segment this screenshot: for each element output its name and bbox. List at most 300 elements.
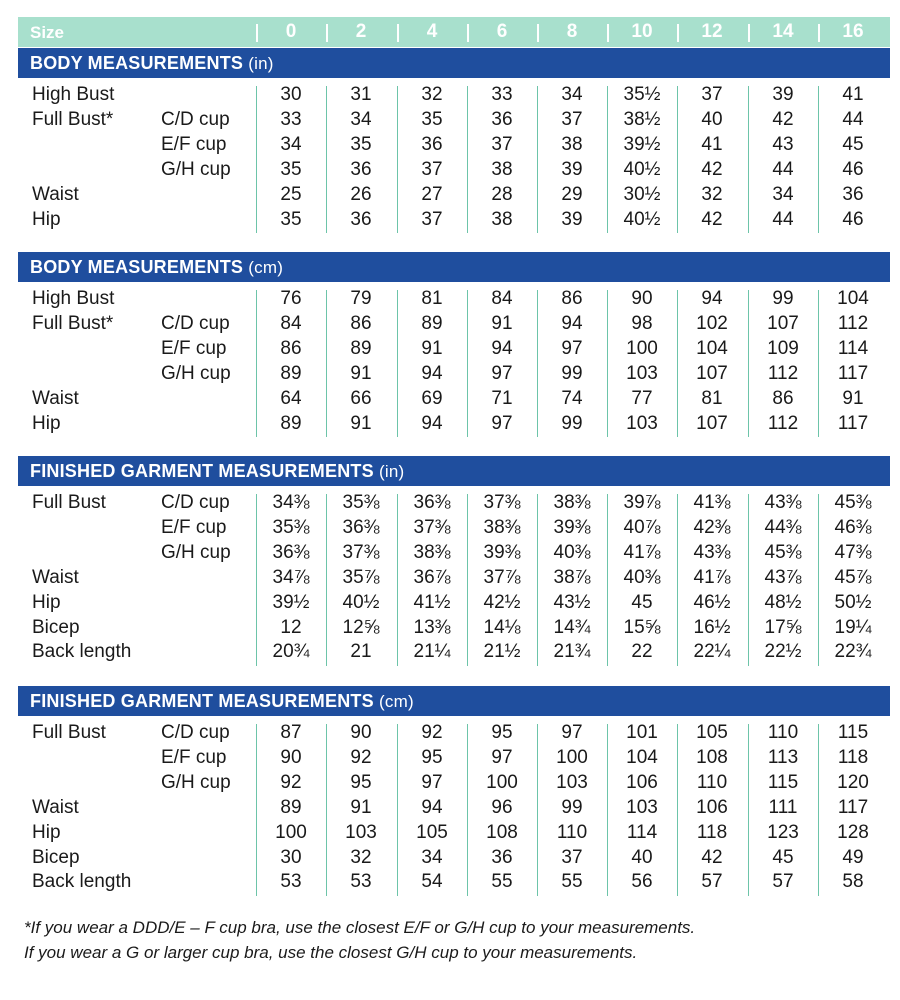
table-cell: 38½ [623,108,661,130]
table-cell: 43⅜ [764,492,802,513]
section-header [18,48,890,78]
section-title-text: BODY MEASUREMENTS [30,257,244,277]
table-cell: 123 [767,821,799,843]
table-cell: 41⅜ [693,492,731,513]
column-divider [818,290,819,437]
table-cell: 66 [350,387,372,409]
size-10: 10 [631,21,653,42]
table-cell: 84 [491,288,513,309]
section-title [30,257,283,278]
table-cell: 89 [280,796,302,818]
table-cell: 40½ [342,591,380,613]
table-cell: 37⅜ [483,492,521,513]
table-cell: 14¾ [553,616,591,638]
cup-label: G/H cup [161,158,231,180]
table-cell: 39⅜ [553,516,591,538]
table-cell: 101 [626,722,658,743]
table-cell: 76 [280,288,302,309]
size-separator [326,24,328,42]
cup-label: C/D cup [161,312,230,334]
table-cell: 92 [350,746,372,768]
table-cell: 22½ [764,641,802,663]
table-cell: 117 [837,362,869,384]
table-cell: 39 [561,158,583,180]
table-cell: 84 [280,312,302,334]
table-cell: 36 [842,183,864,205]
size-header-row [18,17,890,47]
table-cell: 35 [350,133,372,155]
size-separator [256,24,258,42]
table-cell: 37⅜ [342,541,380,563]
cup-label: E/F cup [161,746,227,768]
size-separator [677,24,679,42]
column-divider [677,494,678,666]
size-14: 14 [772,21,794,42]
table-cell: 81 [421,288,443,309]
table-cell: 44⅜ [764,516,802,538]
column-divider [748,494,749,666]
column-divider [607,86,608,233]
column-divider [607,724,608,896]
table-cell: 33 [280,108,302,130]
table-cell: 35 [280,158,302,180]
table-cell: 40½ [623,208,661,230]
table-cell: 94 [421,796,443,818]
table-cell: 90 [280,746,302,768]
table-cell: 46 [842,208,864,230]
table-cell: 89 [280,412,302,434]
table-cell: 115 [837,722,869,743]
table-cell: 79 [350,288,372,309]
table-cell: 54 [421,871,443,893]
size-2: 2 [355,21,367,42]
column-divider [256,86,257,233]
table-cell: 99 [561,362,583,384]
table-cell: 39 [561,208,583,230]
table-cell: 104 [626,746,658,768]
table-cell: 55 [491,871,513,893]
column-divider [748,290,749,437]
table-cell: 39⅞ [623,492,661,513]
column-divider [326,86,327,233]
table-cell: 44 [842,108,864,130]
table-cell: 39½ [623,133,661,155]
row-label: Full Bust* [32,108,114,130]
table-cell: 35 [421,108,443,130]
table-cell: 39⅜ [483,541,521,563]
table-cell: 36⅜ [413,492,451,513]
section-header [18,686,890,716]
table-cell: 77 [631,387,653,409]
table-cell: 17⅝ [764,616,802,638]
column-divider [467,86,468,233]
size-0: 0 [285,21,297,42]
row-label: Bicep [32,846,80,868]
table-cell: 45⅜ [764,541,802,563]
table-cell: 48½ [764,591,802,613]
table-cell: 92 [421,722,443,743]
row-label: Waist [32,387,79,409]
table-cell: 90 [631,288,653,309]
table-cell: 100 [275,821,307,843]
table-cell: 69 [421,387,443,409]
column-divider [397,86,398,233]
table-cell: 30 [280,84,302,105]
table-cell: 36⅜ [342,516,380,538]
cup-label: E/F cup [161,337,227,359]
column-divider [397,494,398,666]
table-cell: 46 [842,158,864,180]
table-cell: 117 [837,796,869,818]
table-cell: 87 [280,722,302,743]
table-cell: 45⅜ [834,492,872,513]
table-cell: 49 [842,846,864,868]
table-cell: 26 [350,183,372,205]
section-header [18,456,890,486]
column-divider [467,494,468,666]
table-cell: 99 [772,288,794,309]
table-cell: 99 [561,412,583,434]
table-cell: 118 [837,746,869,768]
column-divider [677,86,678,233]
table-cell: 35 [280,208,302,230]
table-cell: 36 [421,133,443,155]
table-cell: 112 [767,362,799,384]
table-cell: 95 [350,771,372,793]
section-unit: (cm) [248,258,284,277]
table-cell: 45 [842,133,864,155]
table-cell: 33 [491,84,513,105]
table-cell: 37⅜ [413,516,451,538]
size-header-label: Size [30,23,65,42]
table-cell: 103 [556,771,588,793]
table-cell: 50½ [834,591,872,613]
table-cell: 20¾ [272,641,310,663]
table-cell: 91 [350,412,372,434]
table-cell: 47⅜ [834,541,872,563]
table-cell: 103 [626,796,658,818]
table-cell: 36 [350,208,372,230]
row-label: Waist [32,566,79,588]
table-cell: 38⅜ [483,516,521,538]
column-divider [397,290,398,437]
row-label: Waist [32,796,79,818]
table-cell: 30 [280,846,302,868]
table-cell: 39 [772,84,794,105]
table-cell: 44 [772,208,794,230]
table-cell: 39½ [272,591,310,613]
table-cell: 103 [626,412,658,434]
section-unit: (in) [248,54,274,73]
column-divider [397,724,398,896]
table-cell: 91 [491,312,513,334]
table-cell: 94 [421,412,443,434]
table-cell: 46½ [693,591,731,613]
row-label: High Bust [32,84,115,105]
table-cell: 74 [561,387,583,409]
column-divider [818,724,819,896]
section-unit: (cm) [379,692,414,711]
column-divider [537,724,538,896]
table-cell: 81 [701,387,723,409]
table-cell: 21¾ [553,641,591,663]
size-4: 4 [426,21,438,42]
table-cell: 37 [421,208,443,230]
table-cell: 90 [350,722,372,743]
section-title [30,461,404,482]
column-divider [677,290,678,437]
table-cell: 105 [696,722,728,743]
row-label: Bicep [32,616,80,638]
table-cell: 64 [280,387,302,409]
section-unit: (in) [379,462,405,481]
row-label: Hip [32,412,61,434]
row-label: Full Bust* [32,312,114,334]
table-cell: 107 [696,412,728,434]
table-cell: 35⅞ [342,566,380,588]
table-cell: 31 [350,84,372,105]
table-cell: 108 [696,746,728,768]
table-cell: 43½ [553,591,591,613]
table-cell: 37 [561,846,583,868]
table-cell: 91 [842,387,864,409]
table-cell: 40½ [623,158,661,180]
size-separator [397,24,399,42]
table-cell: 38⅜ [413,541,451,563]
table-cell: 106 [626,771,658,793]
table-cell: 36⅞ [413,566,451,588]
table-cell: 12 [280,616,302,638]
table-cell: 29 [561,183,583,205]
row-label: Hip [32,591,61,613]
table-cell: 35½ [623,84,661,105]
table-cell: 86 [561,288,583,309]
table-cell: 117 [837,412,869,434]
table-cell: 113 [767,746,799,768]
table-cell: 114 [626,821,658,843]
table-cell: 103 [345,821,377,843]
table-cell: 37⅞ [483,566,521,588]
column-divider [326,724,327,896]
table-cell: 104 [837,288,869,309]
table-cell: 92 [280,771,302,793]
table-cell: 97 [491,412,513,434]
table-cell: 111 [768,796,798,818]
section-title-text: BODY MEASUREMENTS [30,53,244,73]
table-cell: 36 [491,108,513,130]
table-cell: 12⅝ [342,616,380,638]
column-divider [326,290,327,437]
table-cell: 22¼ [693,641,731,663]
table-cell: 53 [350,871,372,893]
table-cell: 86 [280,337,302,359]
table-cell: 38 [491,158,513,180]
table-cell: 40⅜ [623,566,661,588]
section-header [18,252,890,282]
row-label: Hip [32,821,61,843]
column-divider [467,724,468,896]
table-cell: 44 [772,158,794,180]
table-cell: 97 [561,337,583,359]
table-cell: 16½ [693,616,731,638]
table-cell: 91 [350,362,372,384]
table-cell: 89 [280,362,302,384]
table-cell: 43⅜ [693,541,731,563]
table-cell: 43 [772,133,794,155]
table-cell: 95 [491,722,513,743]
table-cell: 34 [772,183,794,205]
table-cell: 94 [561,312,583,334]
table-cell: 36⅜ [272,541,310,563]
table-cell: 99 [561,796,583,818]
table-cell: 110 [556,821,588,843]
table-cell: 34 [561,84,583,105]
table-cell: 56 [631,871,653,893]
table-cell: 100 [486,771,518,793]
size-separator [607,24,609,42]
column-divider [467,290,468,437]
size-8: 8 [566,21,578,42]
table-cell: 109 [767,337,799,359]
column-divider [256,724,257,896]
table-cell: 14⅛ [483,616,521,638]
column-divider [256,290,257,437]
size-separator [467,24,469,42]
table-cell: 42 [701,846,723,868]
section-title-text: FINISHED GARMENT MEASUREMENTS [30,691,374,711]
table-cell: 102 [696,312,728,334]
table-cell: 94 [421,362,443,384]
footnote-1: *If you wear a DDD/E – F cup bra, use the closest E/F or G/H cup to your measurements. [24,918,696,937]
table-cell: 94 [491,337,513,359]
table-cell: 38⅜ [553,492,591,513]
cup-label: C/D cup [161,722,230,743]
table-cell: 27 [421,183,443,205]
table-cell: 55 [561,871,583,893]
table-cell: 103 [626,362,658,384]
table-cell: 40 [701,108,723,130]
row-label: Full Bust [32,492,106,513]
cup-label: G/H cup [161,771,231,793]
table-cell: 32 [421,84,443,105]
table-cell: 41 [842,84,864,105]
table-cell: 53 [280,871,302,893]
table-cell: 21¼ [413,641,451,663]
table-cell: 86 [350,312,372,334]
section-title [30,691,414,712]
table-cell: 21 [350,641,372,663]
table-cell: 110 [767,722,799,743]
cup-label: C/D cup [161,108,230,130]
column-divider [748,724,749,896]
section-title [30,53,274,74]
table-cell: 41⅞ [693,566,731,588]
table-cell: 34 [421,846,443,868]
table-cell: 89 [350,337,372,359]
table-cell: 86 [772,387,794,409]
table-cell: 120 [837,771,869,793]
table-cell: 112 [837,312,869,334]
table-cell: 57 [701,871,723,893]
table-cell: 32 [350,846,372,868]
table-cell: 38 [561,133,583,155]
size-separator [537,24,539,42]
table-cell: 41⅞ [623,541,661,563]
table-cell: 30½ [623,183,661,205]
cup-label: G/H cup [161,362,231,384]
table-cell: 97 [421,771,443,793]
table-cell: 114 [837,337,869,359]
table-cell: 108 [486,821,518,843]
table-cell: 43⅞ [764,566,802,588]
table-cell: 21½ [483,641,521,663]
table-cell: 34⅜ [272,492,310,513]
table-cell: 45 [631,591,653,613]
table-cell: 45⅞ [834,566,872,588]
table-cell: 107 [696,362,728,384]
size-6: 6 [496,21,508,42]
column-divider [326,494,327,666]
table-cell: 28 [491,183,513,205]
table-cell: 128 [837,821,869,843]
size-separator [748,24,750,42]
column-divider [537,494,538,666]
table-cell: 34 [280,133,302,155]
table-cell: 42 [701,158,723,180]
size-12: 12 [701,21,723,42]
table-cell: 71 [491,387,513,409]
table-cell: 94 [701,288,723,309]
table-cell: 13⅜ [413,616,451,638]
table-cell: 105 [416,821,448,843]
size-16: 16 [842,21,864,42]
column-divider [607,494,608,666]
table-cell: 100 [626,337,658,359]
table-cell: 106 [696,796,728,818]
table-cell: 25 [280,183,302,205]
table-cell: 110 [696,771,728,793]
table-cell: 112 [767,412,799,434]
table-cell: 22 [631,641,653,663]
table-cell: 42⅜ [693,516,731,538]
size-separator [818,24,820,42]
table-cell: 41 [701,133,723,155]
table-cell: 100 [556,746,588,768]
table-cell: 41½ [413,591,451,613]
table-cell: 37 [421,158,443,180]
column-divider [256,494,257,666]
row-label: Waist [32,183,79,205]
table-cell: 35⅜ [342,492,380,513]
table-cell: 36 [491,846,513,868]
table-cell: 42½ [483,591,521,613]
table-cell: 37 [701,84,723,105]
table-cell: 91 [421,337,443,359]
table-cell: 115 [767,771,799,793]
table-cell: 58 [842,871,864,893]
table-cell: 104 [696,337,728,359]
table-cell: 46⅜ [834,516,872,538]
table-cell: 40⅞ [623,516,661,538]
table-cell: 15⅝ [623,616,661,638]
table-cell: 35⅜ [272,516,310,538]
row-label: Full Bust [32,722,106,743]
table-cell: 36 [350,158,372,180]
table-cell: 91 [350,796,372,818]
table-cell: 118 [696,821,728,843]
row-label: Back length [32,641,132,663]
table-cell: 42 [772,108,794,130]
